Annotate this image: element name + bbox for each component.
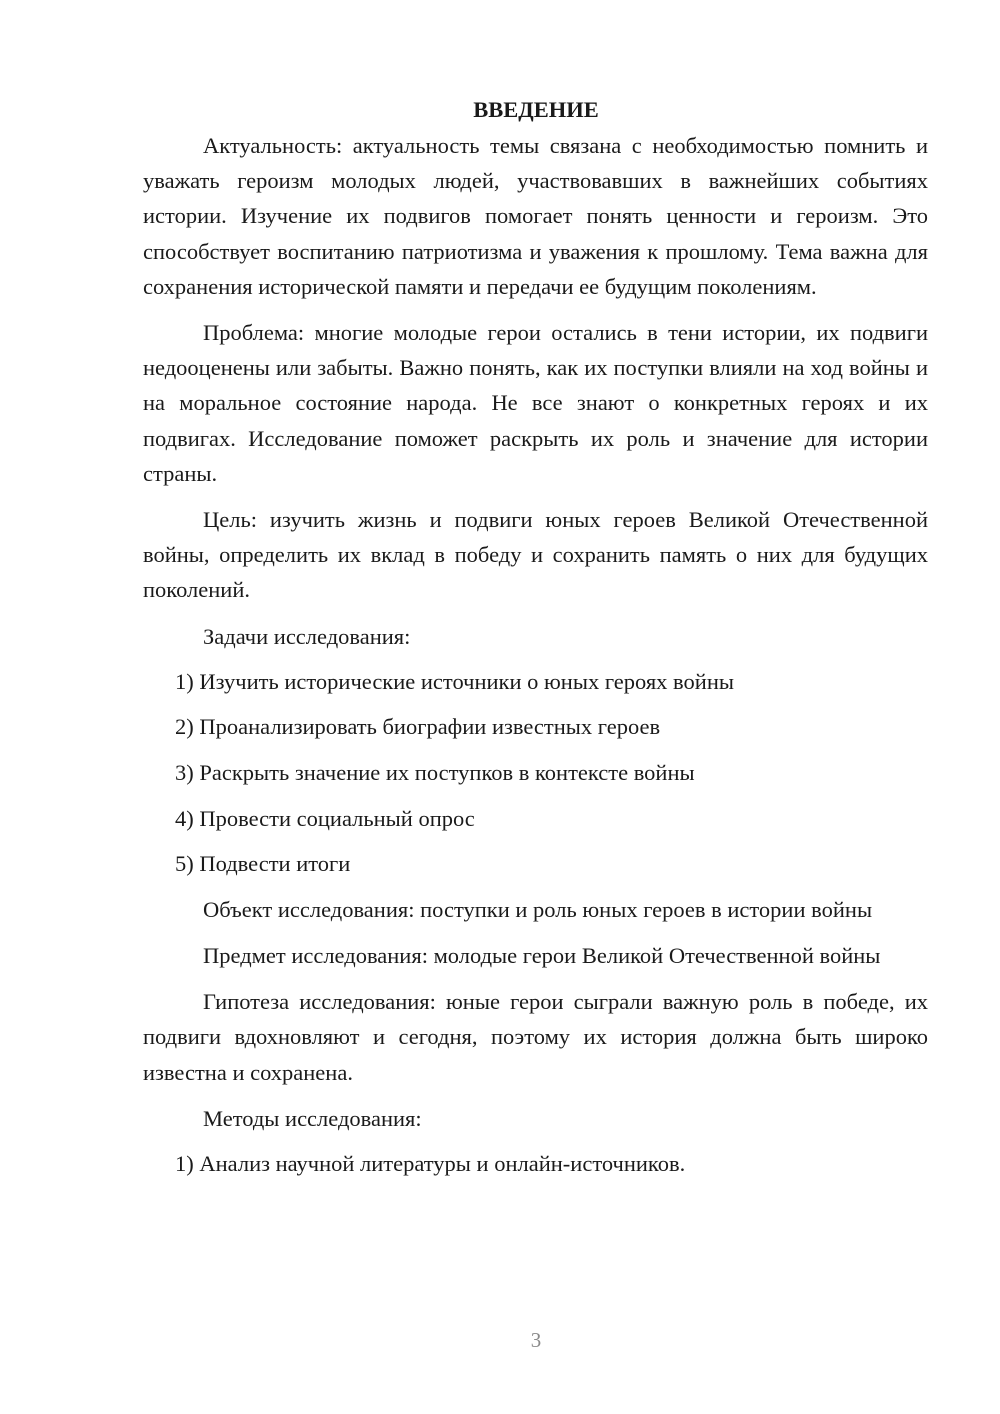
list-item: 1) Анализ научной литературы и онлайн-источников.: [175, 1151, 686, 1177]
tasks-heading: Задачи исследования:: [203, 623, 411, 649]
page-number: 3: [530, 1328, 542, 1352]
tasks-list: [143, 664, 928, 882]
section-title: ВВЕДЕНИЕ: [473, 97, 599, 122]
problem-paragraph: Проблема: многие молодые герои остались в тени истории, их подвиги недооценены или забыты. Важно понять, как их поступки влияли на ход войны и на моральное состояние народа. Не все знают о конкретных героях и их подвигах. Исследование поможет раскрыть их роль и значение для истории страны.: [143, 320, 928, 486]
page-content: [143, 92, 928, 1192]
relevance-paragraph: Актуальность: актуальность темы связана с необходимостью помнить и уважать героизм молодых людей, участвовавших в важнейших событиях истории. Изучение их подвигов помогает понять ценности и героизм. Это способствует воспитанию патриотизма и уважения к прошлому. Тема важна для сохранения исторической памяти и передачи ее будущим поколениям.: [143, 133, 928, 299]
list-item: 2) Проанализировать биографии известных героев: [175, 714, 661, 740]
list-item: 1) Изучить исторические источники о юных героях войны: [175, 668, 734, 694]
object-paragraph: Объект исследования: поступки и роль юных героев в истории войны: [203, 896, 873, 922]
methods-heading: Методы исследования:: [203, 1105, 422, 1131]
goal-paragraph: Цель: изучить жизнь и подвиги юных героев Великой Отечественной войны, определить их вклад в победу и сохранить память о них для будущих поколений.: [143, 507, 928, 603]
list-item: 3) Раскрыть значение их поступков в контексте войны: [175, 760, 695, 786]
subject-paragraph: Предмет исследования: молодые герои Великой Отечественной войны: [203, 943, 881, 969]
list-item: 5) Подвести итоги: [175, 851, 351, 877]
hypothesis-paragraph: Гипотеза исследования: юные герои сыграли важную роль в победе, их подвиги вдохновляют и сегодня, поэтому их история должна быть широко известна и сохранена.: [143, 989, 928, 1085]
list-item: 4) Провести социальный опрос: [175, 805, 475, 831]
methods-list: [143, 1146, 928, 1181]
